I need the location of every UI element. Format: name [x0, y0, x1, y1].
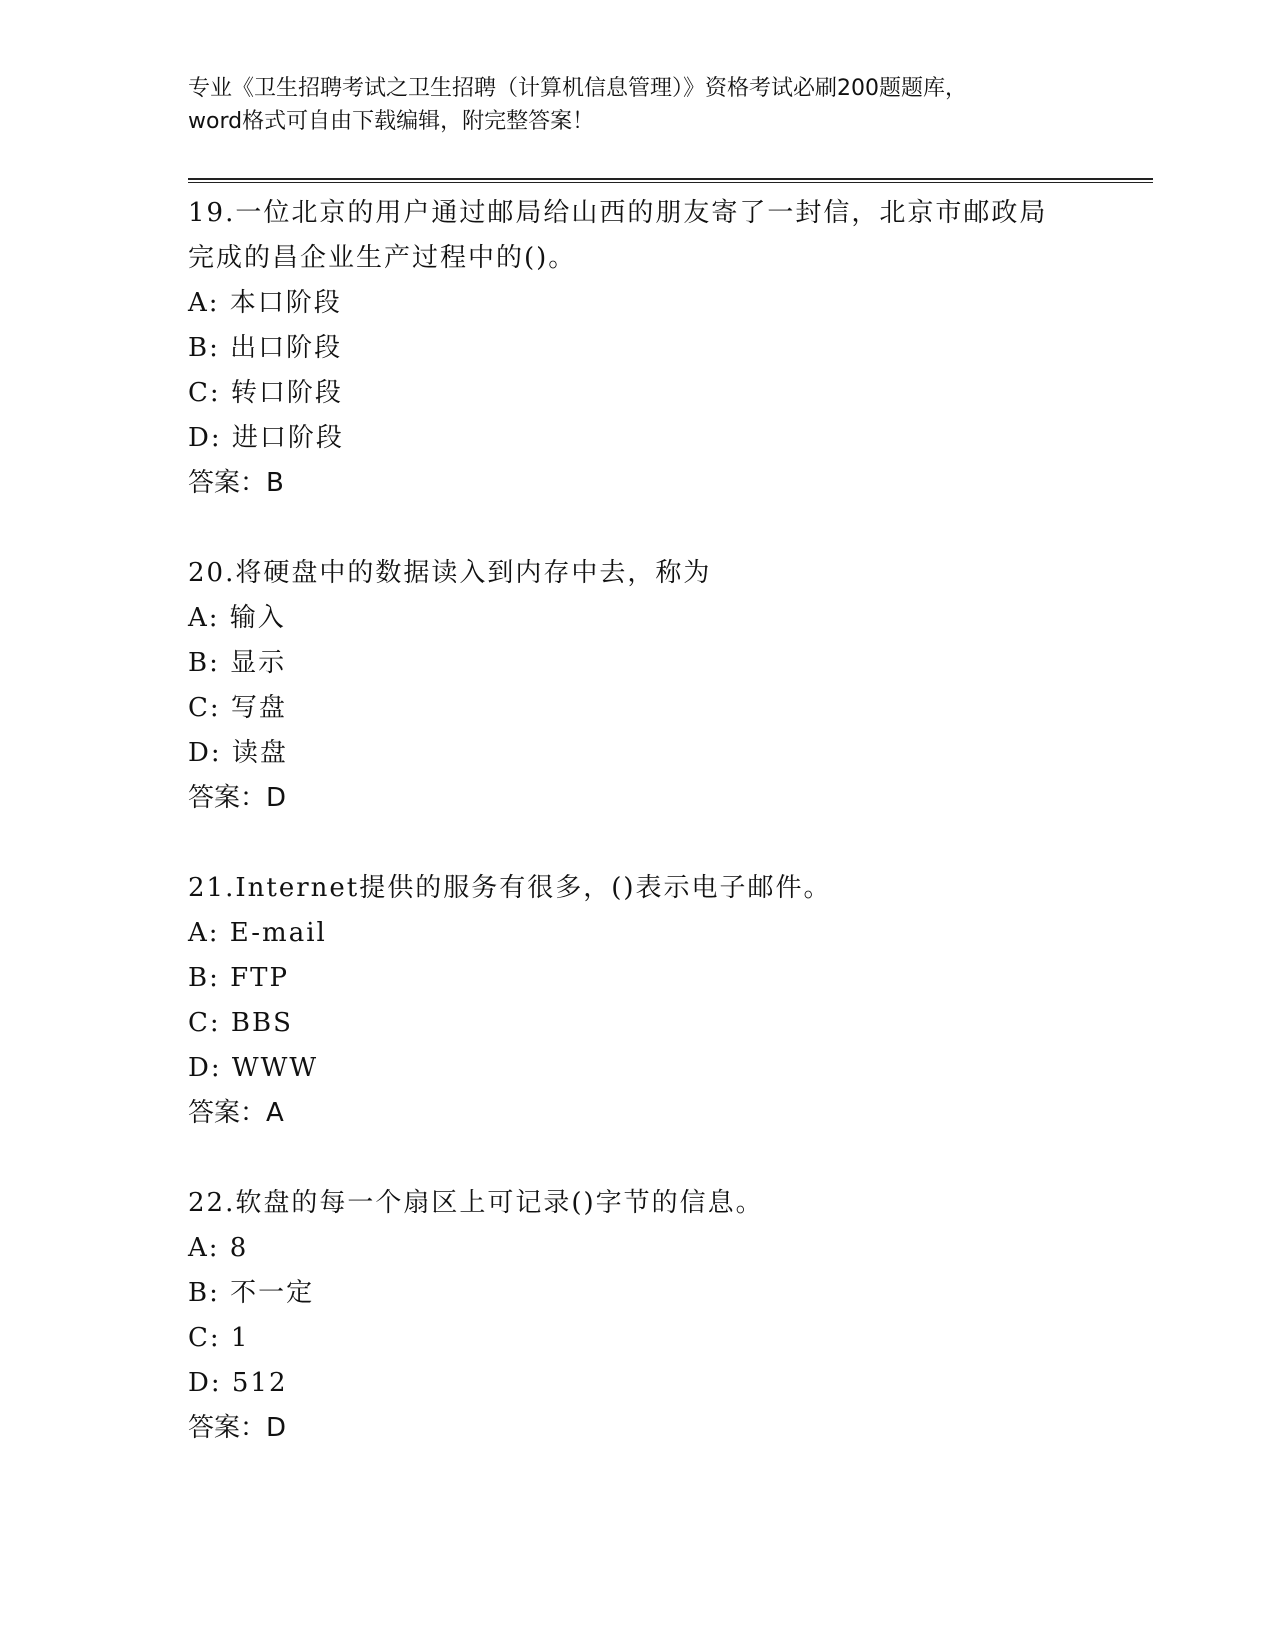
question-19 [188, 191, 1088, 506]
answer: 答案：D [188, 783, 287, 813]
question-list [188, 191, 1088, 1496]
question-stem-continued: 完成的昌企业生产过程中的()。 [188, 243, 577, 273]
option-c: C: 1 [188, 1323, 250, 1353]
option-a: A: 本口阶段 [188, 288, 342, 318]
option-b: B: 出口阶段 [188, 333, 343, 363]
option-a: A: E-mail [188, 918, 327, 948]
document-header [188, 72, 1088, 138]
question-stem: 20.将硬盘中的数据读入到内存中去，称为 [188, 558, 712, 588]
question-stem: 19.一位北京的用户通过邮局给山西的朋友寄了一封信，北京市邮政局 [188, 198, 1048, 228]
option-c: C: BBS [188, 1008, 293, 1038]
option-d: D: WWW [188, 1053, 319, 1083]
answer: 答案：A [188, 1098, 284, 1128]
option-b: B: 不一定 [188, 1278, 315, 1308]
question-21 [188, 866, 1088, 1136]
question-stem: 22.软盘的每一个扇区上可记录()字节的信息。 [188, 1188, 764, 1218]
header-divider [188, 178, 1153, 183]
question-22 [188, 1181, 1088, 1451]
option-d: D: 进口阶段 [188, 423, 344, 453]
option-b: B: 显示 [188, 648, 287, 678]
question-stem: 21.Internet提供的服务有很多，()表示电子邮件。 [188, 873, 832, 903]
option-a: A: 输入 [188, 603, 286, 633]
option-c: C: 写盘 [188, 693, 287, 723]
option-d: D: 读盘 [188, 738, 288, 768]
header-line-2: word格式可自由下载编辑，附完整答案！ [188, 109, 595, 134]
answer: 答案：B [188, 468, 284, 498]
option-d: D: 512 [188, 1368, 288, 1398]
option-b: B: FTP [188, 963, 290, 993]
answer: 答案：D [188, 1413, 287, 1443]
option-a: A: 8 [188, 1233, 249, 1263]
option-c: C: 转口阶段 [188, 378, 343, 408]
header-line-1: 专业《卫生招聘考试之卫生招聘（计算机信息管理）》资格考试必刷200题题库， [188, 76, 967, 101]
question-20 [188, 551, 1088, 821]
